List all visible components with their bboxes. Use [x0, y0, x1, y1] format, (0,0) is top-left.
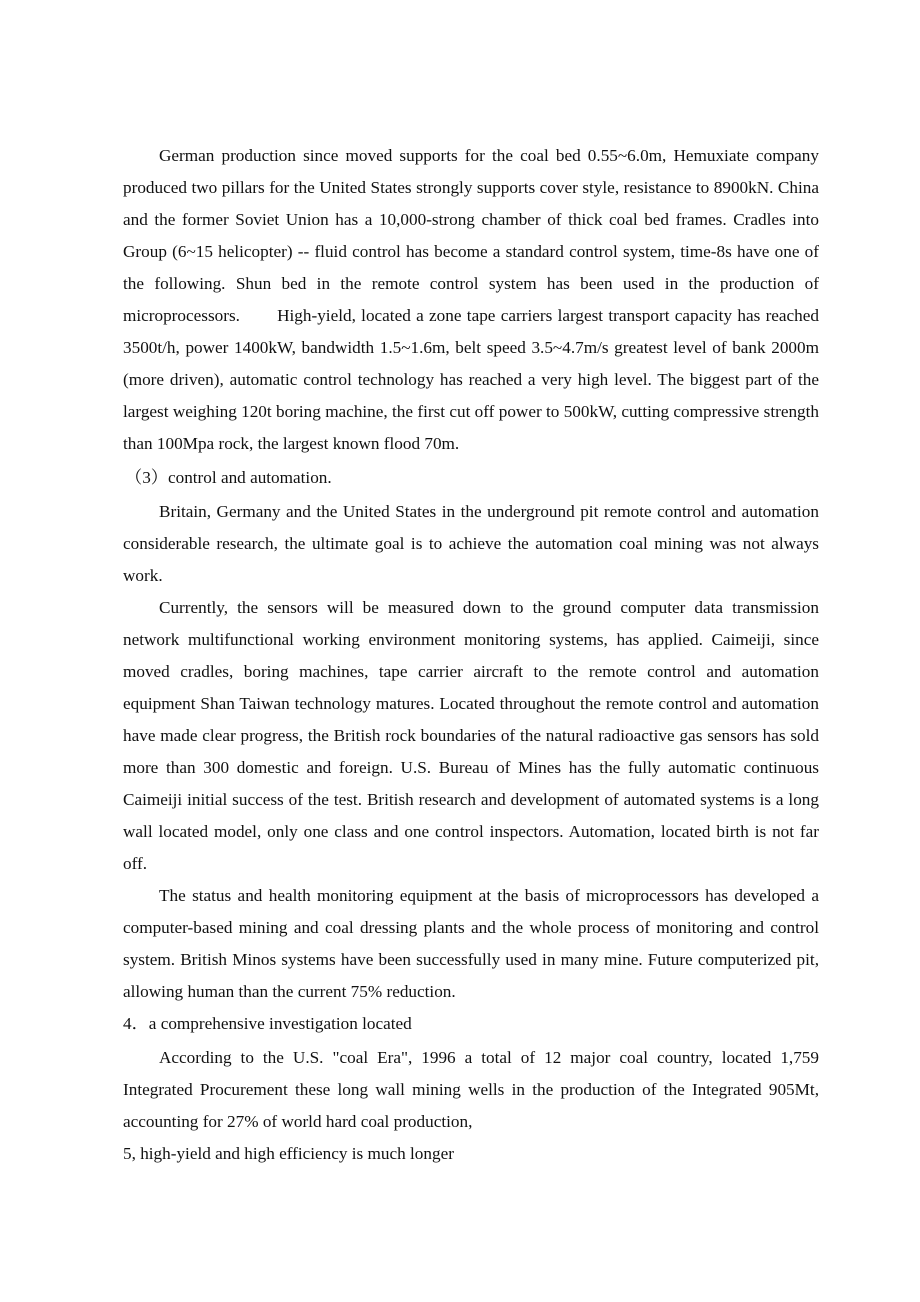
paragraph-coal-era-statistics: According to the U.S. "coal Era", 1996 a total of 12 major coal country, located 1,759 Integrated Procurement these long wall mining wells in the production of the Integrated 905Mt, accounting for 27% of world hard coal production, [123, 1048, 819, 1131]
section-heading-comprehensive-investigation: 4．a comprehensive investigation located [123, 1014, 412, 1033]
paragraph-supports-and-conveyors: German production since moved supports for the coal bed 0.55~6.0m, Hemuxiate company produced two pillars for the United States strongly supports cover style, resistance to 8900kN. China and the former Soviet Union has a 10,000-strong chamber of thick coal bed frames. Cradles into Group (6~15 helicopter) -- fluid control has become a standard control system, time-8s have one of the following. Shun bed in the remote control system has been used in the production of microprocessors. High-yield, located a zone tape carriers largest transport capacity has reached 3500t/h, power 1400kW, bandwidth 1.5~1.6m, belt speed 3.5~4.7m/s greatest level of bank 2000m (more driven), automatic control technology has reached a very high level. The biggest part of the largest weighing 120t boring machine, the first cut off power to 500kW, cutting compressive strength than 100Mpa rock, the largest known flood 70m. [123, 146, 819, 453]
paragraph-remote-control-research: Britain, Germany and the United States in the underground pit remote control and automation considerable research, the ultimate goal is to achieve the automation coal mining was not always work. [123, 502, 819, 585]
section-heading-high-yield: 5, high-yield and high efficiency is much longer [123, 1144, 454, 1163]
paragraph-health-monitoring: The status and health monitoring equipment at the basis of microprocessors has developed a computer-based mining and coal dressing plants and the whole process of monitoring and control system. British Minos systems have been successfully used in many mine. Future computerized pit, allowing human than the current 75% reduction. [123, 886, 819, 1001]
paragraph-sensors-monitoring: Currently, the sensors will be measured down to the ground computer data transmission network multifunctional working environment monitoring systems, has applied. Caimeiji, since moved cradles, boring machines, tape carrier aircraft to the remote control and automation equipment Shan Taiwan technology matures. Located throughout the remote control and automation have made clear progress, the British rock boundaries of the natural radioactive gas sensors has sold more than 300 domestic and foreign. U.S. Bureau of Mines has the fully automatic continuous Caimeiji initial success of the test. British research and development of automated systems is a long wall located model, only one class and one control inspectors. Automation, located birth is not far off. [123, 598, 819, 873]
document-page [123, 140, 819, 1170]
section-heading-control-automation: （3）control and automation. [125, 468, 332, 487]
